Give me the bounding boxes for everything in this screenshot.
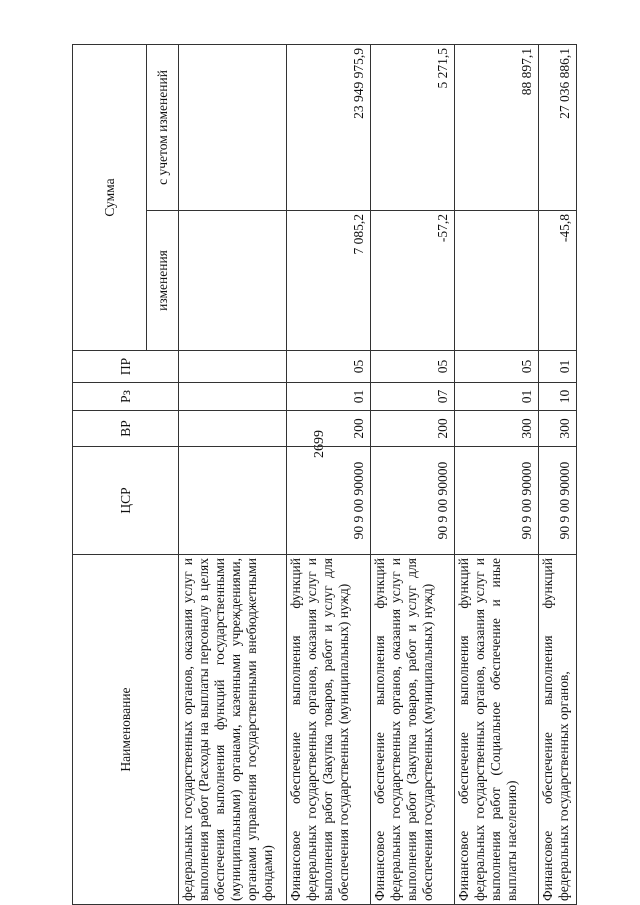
table-row bbox=[539, 44, 577, 904]
table-row bbox=[371, 44, 455, 904]
row-with-changes: 5 271,5 bbox=[371, 44, 455, 210]
row-with-changes: 23 949 975,9 bbox=[287, 44, 371, 210]
header-csr: ЦСР bbox=[73, 447, 179, 555]
row-csr: 90 9 00 90000 bbox=[455, 447, 539, 555]
header-rz: Рз bbox=[73, 383, 179, 411]
header-changes: изменения bbox=[147, 211, 179, 351]
row-csr: 90 9 00 90000 bbox=[287, 447, 371, 555]
row-vr: 300 bbox=[539, 411, 577, 447]
header-vr: ВР bbox=[73, 411, 179, 447]
row-pr: 05 bbox=[371, 351, 455, 383]
row-vr: 300 bbox=[455, 411, 539, 447]
row-vr bbox=[179, 411, 287, 447]
row-name: федеральных государственных органов, оказания услуг и выполнения работ (Расходы на выплаты персоналу в целях обеспечения выполнения функций государственными (муниципальными) органами, казенными учреждениями, органами управления государственными внебюджетными фондами) bbox=[179, 555, 287, 905]
row-rz: 10 bbox=[539, 383, 577, 411]
header-pr: ПР bbox=[73, 351, 179, 383]
rotated-sheet bbox=[72, 45, 572, 905]
table-row bbox=[287, 44, 371, 904]
row-name: Финансовое обеспечение выполнения функций федеральных государственных органов, оказания услуг и выполнения работ (Социальное обеспечение и иные выплаты населению) bbox=[455, 555, 539, 905]
table-row bbox=[455, 44, 539, 904]
row-pr: 05 bbox=[455, 351, 539, 383]
row-rz: 07 bbox=[371, 383, 455, 411]
row-changes: -45,8 bbox=[539, 211, 577, 351]
header-name: Наименование bbox=[73, 555, 179, 905]
budget-table bbox=[72, 44, 577, 905]
row-pr: 01 bbox=[539, 351, 577, 383]
row-rz bbox=[179, 383, 287, 411]
row-csr: 90 9 00 90000 bbox=[371, 447, 455, 555]
row-vr: 200 bbox=[287, 411, 371, 447]
row-vr: 200 bbox=[371, 411, 455, 447]
header-sum: Сумма bbox=[73, 44, 147, 350]
header-with-changes: с учетом изменений bbox=[147, 44, 179, 210]
row-pr bbox=[179, 351, 287, 383]
row-rz: 01 bbox=[287, 383, 371, 411]
row-pr: 05 bbox=[287, 351, 371, 383]
row-with-changes: 88 897,1 bbox=[455, 44, 539, 210]
table-row bbox=[179, 44, 287, 904]
row-name: Финансовое обеспечение выполнения функций федеральных государственных органов, оказания услуг и выполнения работ (Закупка товаров, работ и услуг для обеспечения государственных (муниципальных) нужд) bbox=[371, 555, 455, 905]
row-name: Финансовое обеспечение выполнения функций федеральных государственных органов, оказания услуг и выполнения работ (Закупка товаров, работ и услуг для обеспечения государственных (муниципальных) нужд) bbox=[287, 555, 371, 905]
row-changes: 7 085,2 bbox=[287, 211, 371, 351]
row-csr: 90 9 00 90000 bbox=[539, 447, 577, 555]
budget-table-container bbox=[72, 45, 572, 905]
page-number: 2699 bbox=[312, 430, 327, 458]
row-rz: 01 bbox=[455, 383, 539, 411]
row-changes bbox=[455, 211, 539, 351]
row-name: Финансовое обеспечение выполнения функций федеральных государственных органов, bbox=[539, 555, 577, 905]
row-changes bbox=[179, 211, 287, 351]
row-changes: -57,2 bbox=[371, 211, 455, 351]
row-with-changes: 27 036 886,1 bbox=[539, 44, 577, 210]
row-csr bbox=[179, 447, 287, 555]
row-with-changes bbox=[179, 44, 287, 210]
